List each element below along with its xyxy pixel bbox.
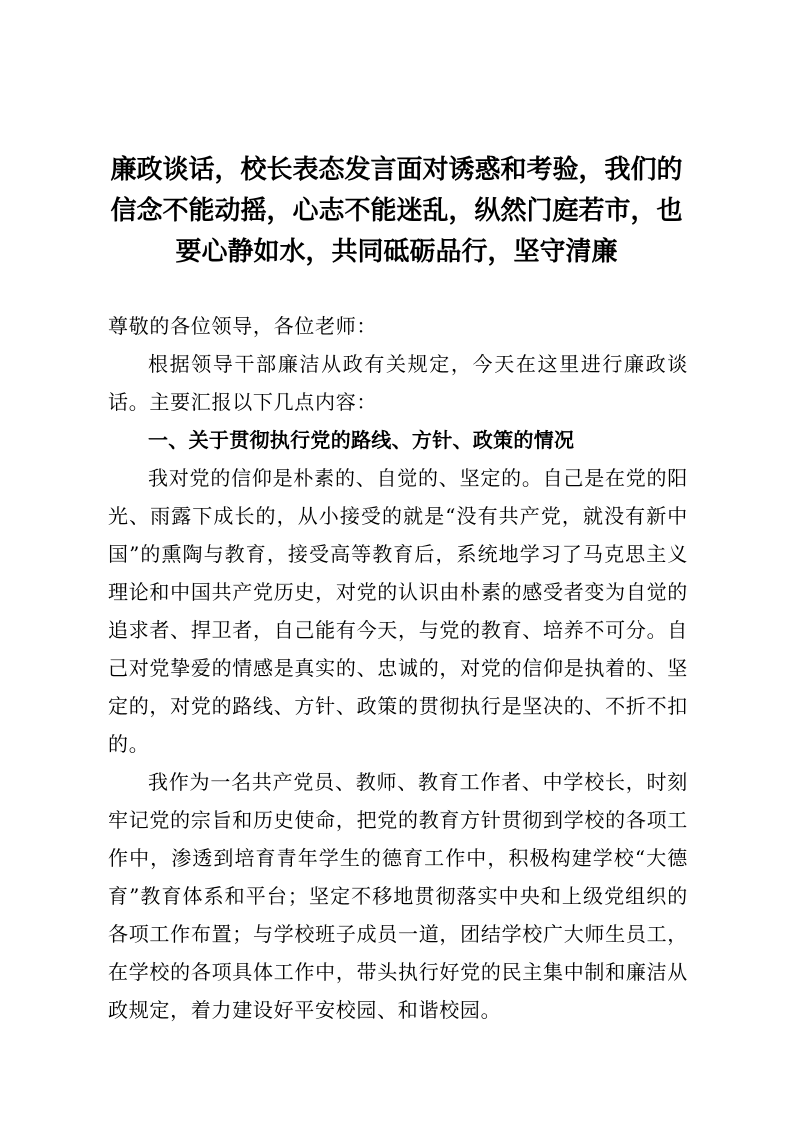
paragraph-work-duty: 我作为一名共产党员、教师、教育工作者、中学校长，时刻牢记党的宗旨和历史使命，把党的教育方针贯彻到学校的各项工作中，渗透到培育青年学生的德育工作中，积极构建学校“大德育”教育体系和平台；坚定不移地贯彻落实中央和上级党组织的各项工作布置；与学校班子成员一道，团结学校广大师生员工，在学校的各项具体工作中，带头执行好党的民主集中制和廉洁从政规定，着力建设好平安校园、和谐校园。 xyxy=(108,770,688,1022)
paragraph-intro: 根据领导干部廉洁从政有关规定，今天在这里进行廉政谈话。主要汇报以下几点内容： xyxy=(108,352,688,414)
document-title: 廉政谈话，校长表态发言面对诱惑和考验，我们的信念不能动摇，心志不能迷乱，纵然门庭若市，也要心静如水，共同砥砺品行，坚守清廉 xyxy=(110,155,683,267)
section-heading: 一、关于贯彻执行党的路线、方针、政策的情况 xyxy=(148,428,575,452)
salutation: 尊敬的各位领导，各位老师： xyxy=(108,314,378,338)
paragraph-party-belief: 我对党的信仰是朴素的、自觉的、坚定的。自己是在党的阳光、雨露下成长的，从小接受的就是“没有共产党，就没有新中国”的熏陶与教育，接受高等教育后，系统地学习了马克思主义理论和中国共产党历史，对党的认识由朴素的感受者变为自觉的追求者、捍卫者，自己能有今天，与党的教育、培养不可分。自己对党挚爱的情感是真实的、忠诚的，对党的信仰是执着的、坚定的，对党的路线、方针、政策的贯彻执行是坚决的、不折不扣的。 xyxy=(108,466,688,756)
document-body xyxy=(108,307,688,1029)
